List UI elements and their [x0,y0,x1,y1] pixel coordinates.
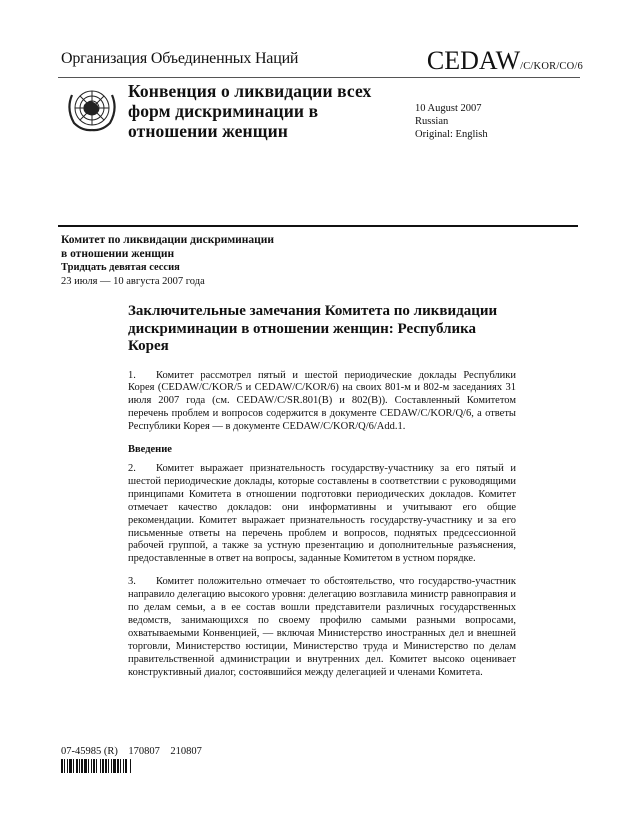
document-language: Russian [415,116,449,127]
main-content [128,303,516,690]
convention-title-line: форм дискриминации в [128,101,319,121]
paragraph-text: Комитет положительно отмечает то обстоятельство, что государство-участник направило делегацию высокого уровня: делегацию возглавила министр равноправия и по делам семьи, а в ее состав вошли представители различных государственных ведомств, занимающихся по своему профилю самыми разными вопросами, охватываемыми Конвенцией, — включая Министерство иностранных дел и внешней торговли, Министерство юстиции, Министерство труда и Министерство по делам правительственной администрации и внутренних дел. Комитет высоко оценивает конструктивный диалог, состоявшийся между делегацией и членами Комитета. [128,576,516,678]
un-emblem-icon [64,83,120,135]
document-meta [415,102,488,141]
paragraph-number: 2. [128,463,136,475]
paragraph-text: Комитет выражает признательность государству-участнику за его пятый и шестой периодические доклады, которые составлены в соответствии с руководящими принципами Комитета в отношении подготовки периодических докладов. Комитет отмечает качество докладов: они информативны и учитывают его общие рекомендации. Комитет выражает признательность государству-участнику и за его письменные ответы на перечень проблем и вопросов, поднятых предсессионной рабочей группой, а также за устную презентацию и дополнительные разъяснения, предоставленные в ответ на вопросы, заданные Комитетом в устном порядке. [128,463,516,565]
paragraph-3 [128,576,516,679]
symbol-sub: /C/KOR/CO/6 [520,61,583,72]
paragraph-1 [128,370,516,435]
document-date: 10 August 2007 [415,103,482,114]
header-rule [58,77,580,78]
convention-title [128,81,388,141]
symbol-main: CEDAW [426,46,521,75]
session-label: Тридцать девятая сессия [61,262,180,273]
committee-name-cont: в отношении женщин [61,248,175,260]
barcode-icon [61,759,167,773]
convention-title-line: отношении женщин [128,121,288,141]
document-code: 07-45985 (R) 170807 210807 [61,746,202,757]
document-title: Заключительные замечания Комитета по ликвидации дискриминации в отношении женщин: Республика Корея [128,303,498,354]
section-rule [58,225,578,227]
paragraph-number: 1. [128,369,136,381]
intro-heading: Введение [128,444,172,456]
original-language: Original: English [415,129,488,140]
session-dates: 23 июля — 10 августа 2007 года [61,276,205,287]
convention-title-line: Конвенция о ликвидации всех [128,81,372,101]
paragraph-text: Комитет рассмотрел пятый и шестой периодические доклады Республики Корея (CEDAW/C/KOR/5 и CEDAW/C/KOR/6) на своих 801-м и 802-м заседаниях 31 июля 2007 года (см. CEDAW/C/SR.801(B) и 802(B)). Составленный Комитетом перечень проблем и вопросов содержится в документе CEDAW/C/KOR/Q/6, а ответы Республики Корея — в документе CEDAW/C/KOR/Q/6/Add.1. [128,369,516,433]
paragraph-number: 3. [128,576,136,588]
committee-block [61,233,274,289]
document-symbol [427,46,583,76]
paragraph-2 [128,463,516,566]
committee-name: Комитет по ликвидации дискриминации [61,234,275,246]
organization-name: Организация Объединенных Наций [61,50,299,67]
